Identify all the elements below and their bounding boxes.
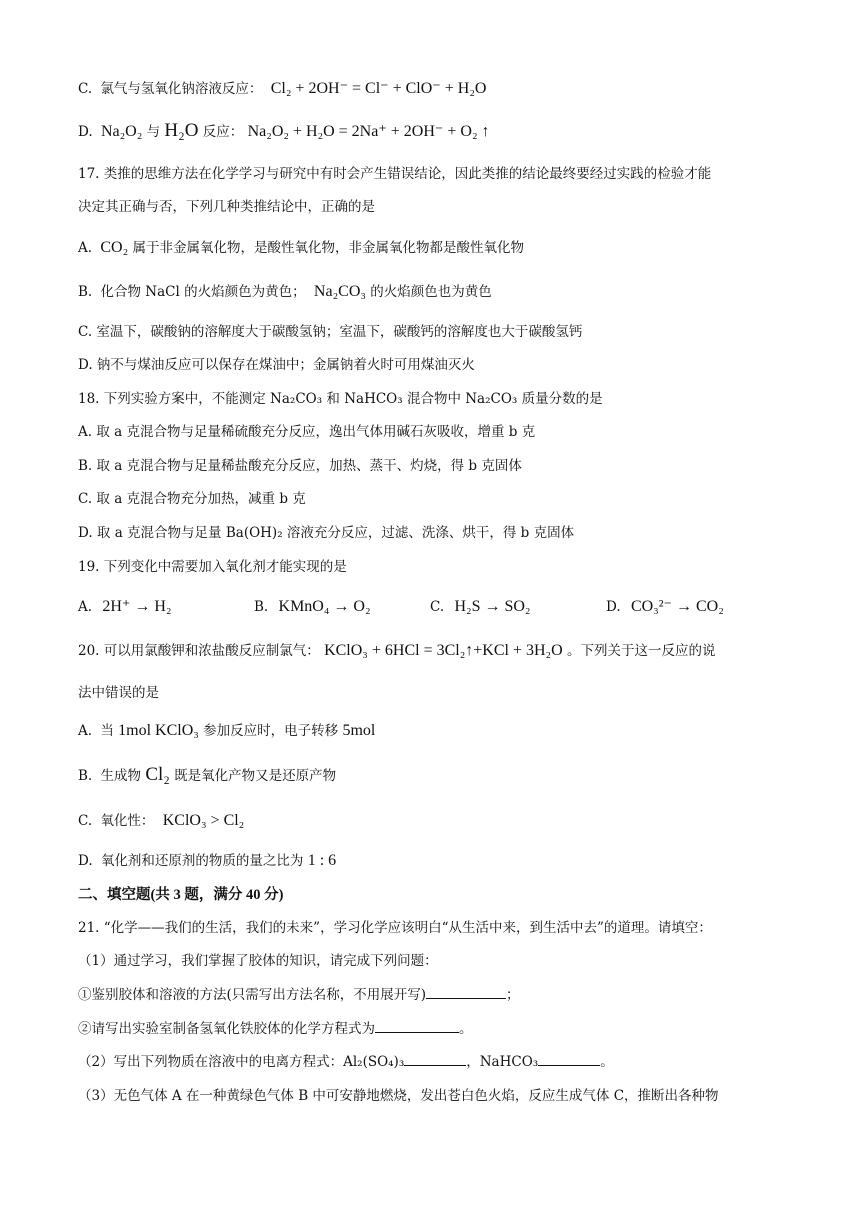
q20-option-c	[78, 811, 244, 831]
option-text: 氧化性：	[100, 813, 155, 829]
chemical-formula: Na₂CO₃	[313, 283, 366, 300]
option-text: 参加反应时，电子转移	[203, 723, 339, 739]
option-label: D.	[78, 853, 93, 869]
chemical-equation: Na₂O₂ + H₂O = 2Na⁺ + 2OH⁻ + O₂ ↑	[247, 123, 490, 140]
chemical-formula: CO₂	[100, 239, 129, 256]
option-label: B.	[78, 284, 93, 300]
q17-option-a	[78, 238, 524, 258]
option-text: 与	[146, 124, 161, 140]
q21-part1-item1	[78, 985, 520, 1005]
option-label: C.	[78, 813, 93, 829]
option-label: D.	[78, 124, 93, 140]
q20-option-a	[78, 721, 375, 741]
q16-option-c	[78, 79, 486, 99]
chemical-equation: 2H⁺ → H₂	[102, 598, 172, 615]
option-text: 氯气与氢氧化钠溶液反应：	[100, 81, 263, 97]
q20-option-b	[78, 765, 336, 786]
q18-stem: 18. 下列实验方案中，不能测定 Na₂CO₃ 和 NaHCO₃ 混合物中 Na₂CO₃ 质量分数的是	[78, 391, 603, 407]
option-text: 的火焰颜色也为黄色	[370, 284, 492, 300]
q21-part3: （3）无色气体 A 在一种黄绿色气体 B 中可安静地燃烧，发出苍白色火焰，反应生成气体 C，推断出各种物	[78, 1088, 719, 1104]
chemical-equation: H₂S → SO₂	[454, 598, 531, 615]
q18-option-c: C. 取 a 克混合物充分加热，减重 b 克	[78, 491, 306, 507]
option-text: 属于非金属氧化物，是酸性氧化物，非金属氧化物都是酸性氧化物	[132, 240, 524, 256]
section-heading: 二、填空题(共 3 题，满分 40 分)	[78, 887, 284, 903]
option-label: A.	[78, 723, 93, 739]
stem-text: 。下列关于这一反应的说	[566, 643, 716, 659]
q18-option-d: D. 取 a 克混合物与足量 Ba(OH)₂ 溶液充分反应，过滤、洗涤、烘干，得 b 克固体	[78, 525, 575, 541]
q17-option-d: D. 钠不与煤油反应可以保存在煤油中；金属钠着火时可用煤油灭火	[78, 357, 475, 373]
stem-text: 20. 可以用氯酸钾和浓盐酸反应制氯气：	[78, 643, 320, 659]
option-label: C.	[430, 599, 445, 615]
q19-option-b	[254, 597, 371, 617]
option-label: B.	[78, 768, 93, 784]
answer-blank[interactable]	[538, 1065, 600, 1066]
q16-option-d	[78, 121, 490, 142]
answer-blank[interactable]	[375, 1032, 459, 1033]
option-text: 既是氧化产物又是还原产物	[174, 768, 337, 784]
q19-option-a	[78, 597, 171, 617]
chemical-equation: KMnO₄ → O₂	[278, 598, 371, 615]
q21-part2	[78, 1052, 614, 1072]
option-text: 生成物	[100, 768, 142, 784]
q17-option-c: C. 室温下，碳酸钠的溶解度大于碳酸氢钠；室温下，碳酸钙的溶解度也大于碳酸氢钙	[78, 324, 583, 340]
q20-stem-line2: 法中错误的是	[78, 685, 159, 701]
q21-stem: 21. “化学——我们的生活，我们的未来”，学习化学应该明白“从生活中来，到生活中去”的道理。请填空：	[78, 920, 712, 936]
option-label: A.	[78, 240, 93, 256]
q17-stem-line1: 17. 类推的思维方法在化学学习与研究中有时会产生错误结论，因此类推的结论最终要经过实践的检验才能	[78, 166, 712, 182]
chemical-formula: H₂O	[164, 120, 199, 141]
item-text: ；	[506, 987, 520, 1003]
item-text: ②请写出实验室制备氢氧化铁胶体的化学方程式为	[78, 1021, 375, 1037]
option-text: 氧化剂和还原剂的物质的量之比为	[100, 853, 304, 869]
chemical-equation: Cl₂ + 2OH⁻ = Cl⁻ + ClO⁻ + H₂O	[270, 80, 487, 97]
chemical-formula: KClO₃ > Cl₂	[162, 812, 245, 829]
q20-option-d	[78, 851, 336, 871]
chemical-equation: CO₃²⁻ → CO₂	[630, 598, 724, 615]
q21-part1-item2	[78, 1019, 473, 1039]
item-text: 。	[459, 1021, 473, 1037]
answer-blank[interactable]	[404, 1065, 466, 1066]
item-text: ①鉴别胶体和溶液的方法(只需写出方法名称，不用展开写)	[78, 987, 427, 1003]
option-label: D.	[606, 599, 621, 615]
q18-option-a: A. 取 a 克混合物与足量稀硫酸充分反应，逸出气体用碱石灰吸收，增重 b 克	[78, 424, 536, 440]
item-text: 。	[600, 1054, 614, 1070]
answer-blank[interactable]	[426, 998, 506, 999]
q18-option-b: B. 取 a 克混合物与足量稀盐酸充分反应，加热、蒸干、灼烧，得 b 克固体	[78, 458, 522, 474]
q17-stem-line2: 决定其正确与否，下列几种类推结论中，正确的是	[78, 199, 375, 215]
option-text: 当	[100, 723, 114, 739]
option-label: B.	[254, 599, 269, 615]
q17-option-b	[78, 282, 492, 302]
chemical-equation: KClO₃ + 6HCl = 3Cl₂↑+KCl + 3H₂O	[324, 642, 563, 659]
option-text: 化合物 NaCl 的火焰颜色为黄色；	[100, 284, 306, 300]
option-label: A.	[78, 599, 93, 615]
item-text: （2）写出下列物质在溶液中的电离方程式：Al₂(SO₄)₃	[78, 1054, 405, 1070]
q20-stem-line1	[78, 641, 715, 661]
q19-options	[78, 597, 798, 619]
quantity: 5mol	[342, 722, 376, 739]
q19-option-d	[606, 597, 724, 617]
chemical-formula: Cl₂	[145, 764, 170, 785]
chemical-formula: 1mol KClO₃	[118, 722, 199, 739]
option-text: 反应：	[202, 124, 244, 140]
q21-part1: （1）通过学习，我们掌握了胶体的知识，请完成下列问题：	[78, 953, 438, 969]
item-text: ，NaHCO₃	[466, 1054, 539, 1070]
q19-stem: 19. 下列变化中需要加入氧化剂才能实现的是	[78, 559, 347, 575]
option-label: C.	[78, 81, 93, 97]
ratio: 1 : 6	[307, 852, 337, 869]
q19-option-c	[430, 597, 531, 617]
chemical-formula: Na₂O₂	[100, 123, 143, 140]
